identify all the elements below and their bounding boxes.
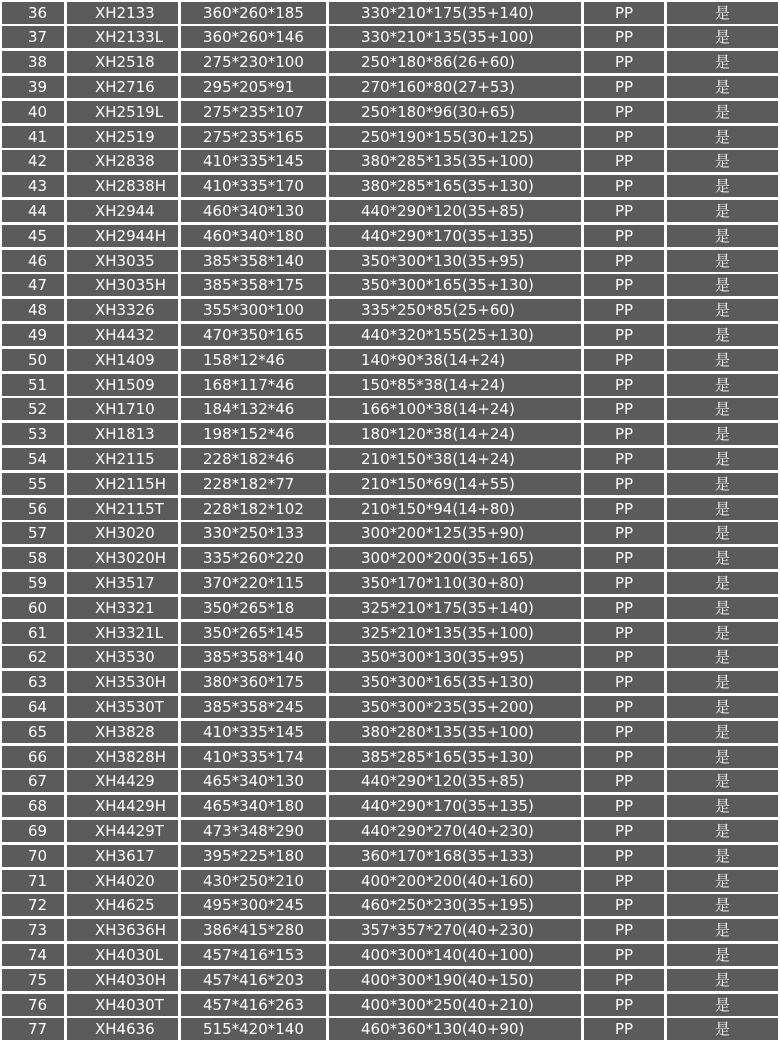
row-number-cell: 59 [2,572,64,594]
inner-dimensions-cell: 350*300*130(35+95) [329,250,581,272]
availability-cell: 是 [667,101,778,123]
inner-dimensions-cell: 357*357*270(40+230) [329,919,581,941]
model-code-cell: XH3321 [67,597,178,619]
availability-cell: 是 [667,126,778,148]
material-cell: PP [584,423,664,445]
table-row [0,324,780,346]
inner-dimensions-cell: 350*300*130(35+95) [329,646,581,668]
row-number-cell: 75 [2,969,64,991]
table-row [0,274,780,296]
row-number-cell: 37 [2,26,64,48]
model-code-cell: XH3035H [67,274,178,296]
table-row [0,26,780,48]
inner-dimensions-cell: 250*190*155(30+125) [329,126,581,148]
outer-dimensions-cell: 275*230*100 [181,51,326,73]
table-row [0,746,780,768]
inner-dimensions-cell: 380*280*135(35+100) [329,721,581,743]
availability-cell: 是 [667,547,778,569]
row-number-cell: 50 [2,349,64,371]
model-code-cell: XH4030T [67,994,178,1016]
model-code-cell: XH3530T [67,696,178,718]
availability-cell: 是 [667,622,778,644]
row-number-cell: 36 [2,2,64,24]
outer-dimensions-cell: 495*300*245 [181,894,326,916]
row-number-cell: 65 [2,721,64,743]
availability-cell: 是 [667,2,778,24]
model-code-cell: XH2838H [67,175,178,197]
model-code-cell: XH4429 [67,770,178,792]
model-code-cell: XH2133L [67,26,178,48]
row-number-cell: 55 [2,473,64,495]
row-number-cell: 41 [2,126,64,148]
model-code-cell: XH2115 [67,448,178,470]
availability-cell: 是 [667,200,778,222]
outer-dimensions-cell: 515*420*140 [181,1018,326,1040]
table-row [0,448,780,470]
model-code-cell: XH2518 [67,51,178,73]
availability-cell: 是 [667,696,778,718]
inner-dimensions-cell: 380*285*135(35+100) [329,150,581,172]
outer-dimensions-cell: 457*416*153 [181,944,326,966]
model-code-cell: XH3321L [67,622,178,644]
availability-cell: 是 [667,919,778,941]
table-row [0,696,780,718]
row-number-cell: 70 [2,845,64,867]
outer-dimensions-cell: 198*152*46 [181,423,326,445]
outer-dimensions-cell: 460*340*130 [181,200,326,222]
outer-dimensions-cell: 330*250*133 [181,522,326,544]
material-cell: PP [584,870,664,892]
material-cell: PP [584,349,664,371]
model-code-cell: XH3828H [67,746,178,768]
availability-cell: 是 [667,374,778,396]
material-cell: PP [584,51,664,73]
table-row [0,150,780,172]
table-row [0,200,780,222]
material-cell: PP [584,126,664,148]
outer-dimensions-cell: 410*335*170 [181,175,326,197]
material-cell: PP [584,721,664,743]
availability-cell: 是 [667,299,778,321]
inner-dimensions-cell: 350*300*165(35+130) [329,274,581,296]
material-cell: PP [584,274,664,296]
model-code-cell: XH3530H [67,671,178,693]
outer-dimensions-cell: 360*260*185 [181,2,326,24]
availability-cell: 是 [667,994,778,1016]
model-code-cell: XH4020 [67,870,178,892]
inner-dimensions-cell: 460*360*130(40+90) [329,1018,581,1040]
table-row [0,1018,780,1040]
row-number-cell: 63 [2,671,64,693]
row-number-cell: 46 [2,250,64,272]
outer-dimensions-cell: 395*225*180 [181,845,326,867]
material-cell: PP [584,746,664,768]
table-row [0,597,780,619]
material-cell: PP [584,696,664,718]
table-row [0,126,780,148]
row-number-cell: 43 [2,175,64,197]
model-code-cell: XH4636 [67,1018,178,1040]
material-cell: PP [584,26,664,48]
model-code-cell: XH2133 [67,2,178,24]
inner-dimensions-cell: 350*300*235(35+200) [329,696,581,718]
availability-cell: 是 [667,150,778,172]
availability-cell: 是 [667,845,778,867]
material-cell: PP [584,969,664,991]
material-cell: PP [584,1018,664,1040]
model-code-cell: XH2838 [67,150,178,172]
outer-dimensions-cell: 370*220*115 [181,572,326,594]
availability-cell: 是 [667,324,778,346]
row-number-cell: 57 [2,522,64,544]
material-cell: PP [584,820,664,842]
outer-dimensions-cell: 385*358*175 [181,274,326,296]
table-row [0,250,780,272]
row-number-cell: 62 [2,646,64,668]
row-number-cell: 69 [2,820,64,842]
model-code-cell: XH4429T [67,820,178,842]
model-code-cell: XH1509 [67,374,178,396]
material-cell: PP [584,150,664,172]
outer-dimensions-cell: 228*182*102 [181,498,326,520]
outer-dimensions-cell: 465*340*130 [181,770,326,792]
outer-dimensions-cell: 385*358*140 [181,250,326,272]
model-code-cell: XH3020H [67,547,178,569]
material-cell: PP [584,845,664,867]
outer-dimensions-cell: 473*348*290 [181,820,326,842]
inner-dimensions-cell: 300*200*200(35+165) [329,547,581,569]
availability-cell: 是 [667,349,778,371]
availability-cell: 是 [667,26,778,48]
availability-cell: 是 [667,398,778,420]
row-number-cell: 60 [2,597,64,619]
model-code-cell: XH3020 [67,522,178,544]
inner-dimensions-cell: 400*300*140(40+100) [329,944,581,966]
material-cell: PP [584,770,664,792]
model-code-cell: XH1813 [67,423,178,445]
material-cell: PP [584,572,664,594]
availability-cell: 是 [667,225,778,247]
row-number-cell: 71 [2,870,64,892]
material-cell: PP [584,671,664,693]
inner-dimensions-cell: 210*150*38(14+24) [329,448,581,470]
outer-dimensions-cell: 470*350*165 [181,324,326,346]
outer-dimensions-cell: 430*250*210 [181,870,326,892]
table-row [0,498,780,520]
model-code-cell: XH2519 [67,126,178,148]
table-row [0,894,780,916]
material-cell: PP [584,101,664,123]
table-row [0,398,780,420]
outer-dimensions-cell: 460*340*180 [181,225,326,247]
inner-dimensions-cell: 325*210*135(35+100) [329,622,581,644]
availability-cell: 是 [667,770,778,792]
table-row [0,770,780,792]
availability-cell: 是 [667,250,778,272]
table-row [0,919,780,941]
table-row [0,299,780,321]
row-number-cell: 77 [2,1018,64,1040]
availability-cell: 是 [667,646,778,668]
outer-dimensions-cell: 295*205*91 [181,76,326,98]
outer-dimensions-cell: 184*132*46 [181,398,326,420]
inner-dimensions-cell: 440*290*170(35+135) [329,795,581,817]
inner-dimensions-cell: 400*200*200(40+160) [329,870,581,892]
model-code-cell: XH3035 [67,250,178,272]
model-code-cell: XH4429H [67,795,178,817]
material-cell: PP [584,522,664,544]
row-number-cell: 40 [2,101,64,123]
row-number-cell: 68 [2,795,64,817]
table-row [0,349,780,371]
outer-dimensions-cell: 380*360*175 [181,671,326,693]
material-cell: PP [584,200,664,222]
availability-cell: 是 [667,473,778,495]
outer-dimensions-cell: 385*358*245 [181,696,326,718]
material-cell: PP [584,448,664,470]
inner-dimensions-cell: 440*290*120(35+85) [329,770,581,792]
row-number-cell: 76 [2,994,64,1016]
table-row [0,225,780,247]
table-row [0,721,780,743]
row-number-cell: 52 [2,398,64,420]
material-cell: PP [584,398,664,420]
material-cell: PP [584,299,664,321]
inner-dimensions-cell: 250*180*96(30+65) [329,101,581,123]
row-number-cell: 58 [2,547,64,569]
material-cell: PP [584,795,664,817]
material-cell: PP [584,622,664,644]
model-code-cell: XH4030L [67,944,178,966]
outer-dimensions-cell: 158*12*46 [181,349,326,371]
material-cell: PP [584,225,664,247]
material-cell: PP [584,473,664,495]
inner-dimensions-cell: 270*160*80(27+53) [329,76,581,98]
model-code-cell: XH2716 [67,76,178,98]
outer-dimensions-cell: 457*416*263 [181,994,326,1016]
material-cell: PP [584,646,664,668]
outer-dimensions-cell: 457*416*203 [181,969,326,991]
model-code-cell: XH3530 [67,646,178,668]
row-number-cell: 53 [2,423,64,445]
outer-dimensions-cell: 355*300*100 [181,299,326,321]
model-code-cell: XH4030H [67,969,178,991]
model-code-cell: XH3617 [67,845,178,867]
outer-dimensions-cell: 385*358*140 [181,646,326,668]
inner-dimensions-cell: 350*170*110(30+80) [329,572,581,594]
availability-cell: 是 [667,721,778,743]
availability-cell: 是 [667,671,778,693]
outer-dimensions-cell: 350*265*18 [181,597,326,619]
inner-dimensions-cell: 440*290*170(35+135) [329,225,581,247]
material-cell: PP [584,76,664,98]
material-cell: PP [584,324,664,346]
inner-dimensions-cell: 250*180*86(26+60) [329,51,581,73]
outer-dimensions-cell: 350*265*145 [181,622,326,644]
availability-cell: 是 [667,944,778,966]
table-row [0,473,780,495]
table-row [0,795,780,817]
material-cell: PP [584,498,664,520]
table-row [0,969,780,991]
inner-dimensions-cell: 325*210*175(35+140) [329,597,581,619]
inner-dimensions-cell: 440*290*120(35+85) [329,200,581,222]
row-number-cell: 45 [2,225,64,247]
row-number-cell: 72 [2,894,64,916]
outer-dimensions-cell: 275*235*107 [181,101,326,123]
table-row [0,423,780,445]
inner-dimensions-cell: 210*150*69(14+55) [329,473,581,495]
availability-cell: 是 [667,76,778,98]
row-number-cell: 56 [2,498,64,520]
model-code-cell: XH3636H [67,919,178,941]
inner-dimensions-cell: 210*150*94(14+80) [329,498,581,520]
row-number-cell: 64 [2,696,64,718]
material-cell: PP [584,175,664,197]
outer-dimensions-cell: 410*335*174 [181,746,326,768]
inner-dimensions-cell: 400*300*190(40+150) [329,969,581,991]
availability-cell: 是 [667,51,778,73]
outer-dimensions-cell: 386*415*280 [181,919,326,941]
model-code-cell: XH2115H [67,473,178,495]
availability-cell: 是 [667,175,778,197]
table-row [0,76,780,98]
material-cell: PP [584,250,664,272]
table-row [0,547,780,569]
model-code-cell: XH2115T [67,498,178,520]
availability-cell: 是 [667,969,778,991]
availability-cell: 是 [667,448,778,470]
table-row [0,51,780,73]
inner-dimensions-cell: 440*320*155(25+130) [329,324,581,346]
table-row [0,646,780,668]
outer-dimensions-cell: 335*260*220 [181,547,326,569]
model-code-cell: XH3326 [67,299,178,321]
table-row [0,994,780,1016]
material-cell: PP [584,944,664,966]
table-row [0,101,780,123]
availability-cell: 是 [667,820,778,842]
row-number-cell: 54 [2,448,64,470]
model-code-cell: XH4432 [67,324,178,346]
table-row [0,671,780,693]
model-code-cell: XH1409 [67,349,178,371]
model-code-cell: XH2519L [67,101,178,123]
material-cell: PP [584,919,664,941]
table-row [0,944,780,966]
table-row [0,870,780,892]
availability-cell: 是 [667,522,778,544]
availability-cell: 是 [667,572,778,594]
availability-cell: 是 [667,274,778,296]
inner-dimensions-cell: 335*250*85(25+60) [329,299,581,321]
inner-dimensions-cell: 360*170*168(35+133) [329,845,581,867]
model-code-cell: XH2944H [67,225,178,247]
table-row [0,175,780,197]
material-cell: PP [584,597,664,619]
inner-dimensions-cell: 300*200*125(35+90) [329,522,581,544]
row-number-cell: 73 [2,919,64,941]
inner-dimensions-cell: 140*90*38(14+24) [329,349,581,371]
outer-dimensions-cell: 360*260*146 [181,26,326,48]
row-number-cell: 48 [2,299,64,321]
table-row [0,522,780,544]
table-row [0,820,780,842]
outer-dimensions-cell: 228*182*46 [181,448,326,470]
table-row [0,2,780,24]
row-number-cell: 39 [2,76,64,98]
inner-dimensions-cell: 180*120*38(14+24) [329,423,581,445]
availability-cell: 是 [667,870,778,892]
inner-dimensions-cell: 440*290*270(40+230) [329,820,581,842]
row-number-cell: 49 [2,324,64,346]
material-cell: PP [584,894,664,916]
material-cell: PP [584,374,664,396]
table-row [0,845,780,867]
availability-cell: 是 [667,423,778,445]
outer-dimensions-cell: 168*117*46 [181,374,326,396]
availability-cell: 是 [667,498,778,520]
row-number-cell: 67 [2,770,64,792]
material-cell: PP [584,994,664,1016]
inner-dimensions-cell: 330*210*135(35+100) [329,26,581,48]
inner-dimensions-cell: 380*285*165(35+130) [329,175,581,197]
row-number-cell: 51 [2,374,64,396]
model-code-cell: XH2944 [67,200,178,222]
model-code-cell: XH3828 [67,721,178,743]
inner-dimensions-cell: 460*250*230(35+195) [329,894,581,916]
outer-dimensions-cell: 410*335*145 [181,721,326,743]
inner-dimensions-cell: 385*285*165(35+130) [329,746,581,768]
row-number-cell: 44 [2,200,64,222]
availability-cell: 是 [667,746,778,768]
row-number-cell: 42 [2,150,64,172]
inner-dimensions-cell: 150*85*38(14+24) [329,374,581,396]
model-code-cell: XH1710 [67,398,178,420]
table-row [0,622,780,644]
row-number-cell: 74 [2,944,64,966]
outer-dimensions-cell: 465*340*180 [181,795,326,817]
outer-dimensions-cell: 275*235*165 [181,126,326,148]
inner-dimensions-cell: 400*300*250(40+210) [329,994,581,1016]
availability-cell: 是 [667,1018,778,1040]
model-code-cell: XH4625 [67,894,178,916]
model-code-cell: XH3517 [67,572,178,594]
availability-cell: 是 [667,597,778,619]
availability-cell: 是 [667,795,778,817]
inner-dimensions-cell: 330*210*175(35+140) [329,2,581,24]
table-row [0,374,780,396]
row-number-cell: 61 [2,622,64,644]
inner-dimensions-cell: 166*100*38(14+24) [329,398,581,420]
row-number-cell: 38 [2,51,64,73]
table-row [0,572,780,594]
outer-dimensions-cell: 410*335*145 [181,150,326,172]
outer-dimensions-cell: 228*182*77 [181,473,326,495]
material-cell: PP [584,2,664,24]
row-number-cell: 47 [2,274,64,296]
row-number-cell: 66 [2,746,64,768]
availability-cell: 是 [667,894,778,916]
inner-dimensions-cell: 350*300*165(35+130) [329,671,581,693]
material-cell: PP [584,547,664,569]
